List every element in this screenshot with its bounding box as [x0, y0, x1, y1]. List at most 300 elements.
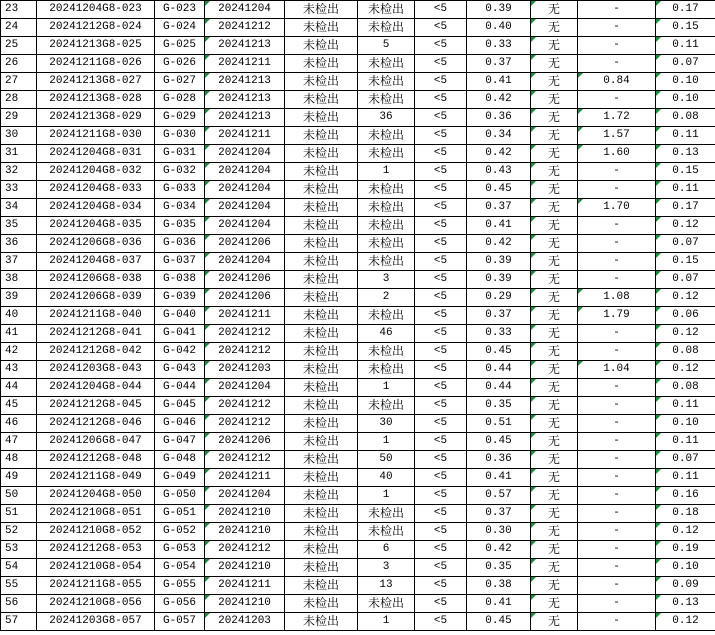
result-a-cell[interactable]: 未检出 [285, 91, 358, 109]
row-number-cell[interactable]: 54 [1, 559, 37, 577]
date-cell[interactable]: 20241204 [205, 163, 285, 181]
sample-code-cell[interactable]: 20241211G8-040 [37, 307, 155, 325]
result-a-cell[interactable]: 未检出 [285, 523, 358, 541]
result-a-cell[interactable]: 未检出 [285, 163, 358, 181]
row-number-cell[interactable]: 28 [1, 91, 37, 109]
sample-id-cell[interactable]: G-029 [155, 109, 205, 127]
row-number-cell[interactable]: 47 [1, 433, 37, 451]
result-a-cell[interactable]: 未检出 [285, 577, 358, 595]
sample-code-cell[interactable]: 20241210G8-056 [37, 595, 155, 613]
none-cell[interactable]: 无 [531, 541, 578, 559]
last-value-cell[interactable]: 0.10 [656, 559, 715, 577]
limit-cell[interactable]: <5 [415, 73, 467, 91]
date-cell[interactable]: 20241206 [205, 271, 285, 289]
sample-id-cell[interactable]: G-055 [155, 577, 205, 595]
row-number-cell[interactable]: 44 [1, 379, 37, 397]
row-number-cell[interactable]: 43 [1, 361, 37, 379]
value-cell[interactable]: 0.51 [467, 415, 531, 433]
extra-value-cell[interactable]: - [578, 541, 656, 559]
result-b-cell[interactable]: 5 [358, 37, 415, 55]
row-number-cell[interactable]: 50 [1, 487, 37, 505]
none-cell[interactable]: 无 [531, 307, 578, 325]
value-cell[interactable]: 0.45 [467, 433, 531, 451]
result-b-cell[interactable]: 13 [358, 577, 415, 595]
result-a-cell[interactable]: 未检出 [285, 199, 358, 217]
none-cell[interactable]: 无 [531, 361, 578, 379]
row-number-cell[interactable]: 45 [1, 397, 37, 415]
result-a-cell[interactable]: 未检出 [285, 361, 358, 379]
value-cell[interactable]: 0.37 [467, 307, 531, 325]
none-cell[interactable]: 无 [531, 181, 578, 199]
date-cell[interactable]: 20241204 [205, 199, 285, 217]
limit-cell[interactable]: <5 [415, 289, 467, 307]
sample-id-cell[interactable]: G-024 [155, 19, 205, 37]
date-cell[interactable]: 20241204 [205, 379, 285, 397]
extra-value-cell[interactable]: - [578, 469, 656, 487]
sample-code-cell[interactable]: 20241213G8-027 [37, 73, 155, 91]
extra-value-cell[interactable]: - [578, 415, 656, 433]
result-a-cell[interactable]: 未检出 [285, 307, 358, 325]
last-value-cell[interactable]: 0.12 [656, 325, 715, 343]
extra-value-cell[interactable]: - [578, 559, 656, 577]
extra-value-cell[interactable]: 1.08 [578, 289, 656, 307]
result-a-cell[interactable]: 未检出 [285, 343, 358, 361]
limit-cell[interactable]: <5 [415, 37, 467, 55]
last-value-cell[interactable]: 0.12 [656, 289, 715, 307]
date-cell[interactable]: 20241212 [205, 451, 285, 469]
extra-value-cell[interactable]: - [578, 181, 656, 199]
none-cell[interactable]: 无 [531, 127, 578, 145]
extra-value-cell[interactable]: - [578, 523, 656, 541]
none-cell[interactable]: 无 [531, 253, 578, 271]
value-cell[interactable]: 0.39 [467, 1, 531, 19]
result-b-cell[interactable]: 未检出 [358, 523, 415, 541]
limit-cell[interactable]: <5 [415, 217, 467, 235]
value-cell[interactable]: 0.41 [467, 595, 531, 613]
sample-id-cell[interactable]: G-036 [155, 235, 205, 253]
none-cell[interactable]: 无 [531, 559, 578, 577]
last-value-cell[interactable]: 0.13 [656, 595, 715, 613]
date-cell[interactable]: 20241211 [205, 55, 285, 73]
last-value-cell[interactable]: 0.11 [656, 37, 715, 55]
result-a-cell[interactable]: 未检出 [285, 109, 358, 127]
none-cell[interactable]: 无 [531, 109, 578, 127]
row-number-cell[interactable]: 51 [1, 505, 37, 523]
result-b-cell[interactable]: 50 [358, 451, 415, 469]
limit-cell[interactable]: <5 [415, 19, 467, 37]
result-a-cell[interactable]: 未检出 [285, 127, 358, 145]
row-number-cell[interactable]: 34 [1, 199, 37, 217]
extra-value-cell[interactable]: - [578, 1, 656, 19]
date-cell[interactable]: 20241204 [205, 145, 285, 163]
extra-value-cell[interactable]: - [578, 235, 656, 253]
sample-id-cell[interactable]: G-053 [155, 541, 205, 559]
sample-code-cell[interactable]: 20241212G8-048 [37, 451, 155, 469]
row-number-cell[interactable]: 23 [1, 1, 37, 19]
result-b-cell[interactable]: 未检出 [358, 199, 415, 217]
result-b-cell[interactable]: 未检出 [358, 505, 415, 523]
limit-cell[interactable]: <5 [415, 271, 467, 289]
date-cell[interactable]: 20241212 [205, 343, 285, 361]
result-a-cell[interactable]: 未检出 [285, 325, 358, 343]
sample-id-cell[interactable]: G-045 [155, 397, 205, 415]
result-b-cell[interactable]: 未检出 [358, 595, 415, 613]
date-cell[interactable]: 20241211 [205, 127, 285, 145]
sample-code-cell[interactable]: 20241213G8-028 [37, 91, 155, 109]
date-cell[interactable]: 20241204 [205, 181, 285, 199]
sample-id-cell[interactable]: G-048 [155, 451, 205, 469]
sample-code-cell[interactable]: 20241204G8-023 [37, 1, 155, 19]
value-cell[interactable]: 0.35 [467, 397, 531, 415]
result-a-cell[interactable]: 未检出 [285, 487, 358, 505]
limit-cell[interactable]: <5 [415, 253, 467, 271]
none-cell[interactable]: 无 [531, 469, 578, 487]
result-b-cell[interactable]: 未检出 [358, 55, 415, 73]
limit-cell[interactable]: <5 [415, 505, 467, 523]
limit-cell[interactable]: <5 [415, 523, 467, 541]
limit-cell[interactable]: <5 [415, 451, 467, 469]
none-cell[interactable]: 无 [531, 595, 578, 613]
limit-cell[interactable]: <5 [415, 595, 467, 613]
extra-value-cell[interactable]: - [578, 379, 656, 397]
row-number-cell[interactable]: 57 [1, 613, 37, 631]
limit-cell[interactable]: <5 [415, 487, 467, 505]
value-cell[interactable]: 0.57 [467, 487, 531, 505]
result-a-cell[interactable]: 未检出 [285, 451, 358, 469]
result-b-cell[interactable]: 3 [358, 271, 415, 289]
sample-id-cell[interactable]: G-052 [155, 523, 205, 541]
limit-cell[interactable]: <5 [415, 361, 467, 379]
none-cell[interactable]: 无 [531, 379, 578, 397]
row-number-cell[interactable]: 52 [1, 523, 37, 541]
date-cell[interactable]: 20241210 [205, 505, 285, 523]
last-value-cell[interactable]: 0.10 [656, 415, 715, 433]
last-value-cell[interactable]: 0.13 [656, 145, 715, 163]
value-cell[interactable]: 0.37 [467, 199, 531, 217]
limit-cell[interactable]: <5 [415, 433, 467, 451]
row-number-cell[interactable]: 32 [1, 163, 37, 181]
value-cell[interactable]: 0.30 [467, 523, 531, 541]
result-b-cell[interactable]: 46 [358, 325, 415, 343]
last-value-cell[interactable]: 0.11 [656, 433, 715, 451]
none-cell[interactable]: 无 [531, 397, 578, 415]
value-cell[interactable]: 0.36 [467, 451, 531, 469]
value-cell[interactable]: 0.45 [467, 343, 531, 361]
result-b-cell[interactable]: 1 [358, 433, 415, 451]
sample-code-cell[interactable]: 20241211G8-026 [37, 55, 155, 73]
row-number-cell[interactable]: 48 [1, 451, 37, 469]
sample-code-cell[interactable]: 20241213G8-029 [37, 109, 155, 127]
result-a-cell[interactable]: 未检出 [285, 253, 358, 271]
value-cell[interactable]: 0.43 [467, 163, 531, 181]
sample-id-cell[interactable]: G-028 [155, 91, 205, 109]
row-number-cell[interactable]: 27 [1, 73, 37, 91]
row-number-cell[interactable]: 26 [1, 55, 37, 73]
limit-cell[interactable]: <5 [415, 343, 467, 361]
result-b-cell[interactable]: 未检出 [358, 181, 415, 199]
sample-code-cell[interactable]: 20241211G8-049 [37, 469, 155, 487]
date-cell[interactable]: 20241212 [205, 325, 285, 343]
date-cell[interactable]: 20241204 [205, 253, 285, 271]
extra-value-cell[interactable]: - [578, 505, 656, 523]
sample-id-cell[interactable]: G-038 [155, 271, 205, 289]
result-b-cell[interactable]: 未检出 [358, 361, 415, 379]
last-value-cell[interactable]: 0.19 [656, 541, 715, 559]
last-value-cell[interactable]: 0.08 [656, 109, 715, 127]
date-cell[interactable]: 20241211 [205, 307, 285, 325]
result-b-cell[interactable]: 未检出 [358, 1, 415, 19]
value-cell[interactable]: 0.41 [467, 217, 531, 235]
sample-id-cell[interactable]: G-042 [155, 343, 205, 361]
value-cell[interactable]: 0.36 [467, 109, 531, 127]
sample-code-cell[interactable]: 20241210G8-054 [37, 559, 155, 577]
none-cell[interactable]: 无 [531, 55, 578, 73]
row-number-cell[interactable]: 35 [1, 217, 37, 235]
result-a-cell[interactable]: 未检出 [285, 73, 358, 91]
date-cell[interactable]: 20241211 [205, 469, 285, 487]
extra-value-cell[interactable]: 1.04 [578, 361, 656, 379]
none-cell[interactable]: 无 [531, 37, 578, 55]
result-b-cell[interactable]: 未检出 [358, 19, 415, 37]
extra-value-cell[interactable]: 1.79 [578, 307, 656, 325]
last-value-cell[interactable]: 0.18 [656, 505, 715, 523]
result-a-cell[interactable]: 未检出 [285, 55, 358, 73]
result-b-cell[interactable]: 1 [358, 379, 415, 397]
date-cell[interactable]: 20241213 [205, 91, 285, 109]
row-number-cell[interactable]: 56 [1, 595, 37, 613]
extra-value-cell[interactable]: - [578, 163, 656, 181]
sample-code-cell[interactable]: 20241210G8-052 [37, 523, 155, 541]
limit-cell[interactable]: <5 [415, 577, 467, 595]
row-number-cell[interactable]: 30 [1, 127, 37, 145]
extra-value-cell[interactable]: - [578, 55, 656, 73]
last-value-cell[interactable]: 0.10 [656, 91, 715, 109]
extra-value-cell[interactable]: - [578, 217, 656, 235]
sample-id-cell[interactable]: G-040 [155, 307, 205, 325]
extra-value-cell[interactable]: - [578, 37, 656, 55]
last-value-cell[interactable]: 0.07 [656, 271, 715, 289]
result-b-cell[interactable]: 未检出 [358, 73, 415, 91]
sample-id-cell[interactable]: G-033 [155, 181, 205, 199]
extra-value-cell[interactable]: - [578, 325, 656, 343]
none-cell[interactable]: 无 [531, 199, 578, 217]
none-cell[interactable]: 无 [531, 145, 578, 163]
none-cell[interactable]: 无 [531, 235, 578, 253]
result-a-cell[interactable]: 未检出 [285, 181, 358, 199]
sample-code-cell[interactable]: 20241211G8-030 [37, 127, 155, 145]
extra-value-cell[interactable]: 1.70 [578, 199, 656, 217]
value-cell[interactable]: 0.44 [467, 379, 531, 397]
extra-value-cell[interactable]: - [578, 397, 656, 415]
result-a-cell[interactable]: 未检出 [285, 397, 358, 415]
result-b-cell[interactable]: 1 [358, 613, 415, 631]
limit-cell[interactable]: <5 [415, 91, 467, 109]
last-value-cell[interactable]: 0.11 [656, 397, 715, 415]
row-number-cell[interactable]: 46 [1, 415, 37, 433]
extra-value-cell[interactable]: - [578, 433, 656, 451]
extra-value-cell[interactable]: - [578, 253, 656, 271]
value-cell[interactable]: 0.42 [467, 91, 531, 109]
last-value-cell[interactable]: 0.15 [656, 253, 715, 271]
result-a-cell[interactable]: 未检出 [285, 19, 358, 37]
none-cell[interactable]: 无 [531, 217, 578, 235]
value-cell[interactable]: 0.41 [467, 469, 531, 487]
result-a-cell[interactable]: 未检出 [285, 559, 358, 577]
sample-id-cell[interactable]: G-041 [155, 325, 205, 343]
last-value-cell[interactable]: 0.11 [656, 127, 715, 145]
extra-value-cell[interactable]: 1.72 [578, 109, 656, 127]
extra-value-cell[interactable]: 1.57 [578, 127, 656, 145]
date-cell[interactable]: 20241212 [205, 397, 285, 415]
sample-id-cell[interactable]: G-031 [155, 145, 205, 163]
sample-id-cell[interactable]: G-034 [155, 199, 205, 217]
none-cell[interactable]: 无 [531, 271, 578, 289]
sample-id-cell[interactable]: G-050 [155, 487, 205, 505]
date-cell[interactable]: 20241206 [205, 433, 285, 451]
row-number-cell[interactable]: 40 [1, 307, 37, 325]
sample-code-cell[interactable]: 20241213G8-025 [37, 37, 155, 55]
last-value-cell[interactable]: 0.17 [656, 1, 715, 19]
date-cell[interactable]: 20241210 [205, 559, 285, 577]
result-a-cell[interactable]: 未检出 [285, 595, 358, 613]
result-b-cell[interactable]: 未检出 [358, 217, 415, 235]
row-number-cell[interactable]: 39 [1, 289, 37, 307]
sample-code-cell[interactable]: 20241212G8-042 [37, 343, 155, 361]
last-value-cell[interactable]: 0.08 [656, 379, 715, 397]
result-b-cell[interactable]: 未检出 [358, 91, 415, 109]
row-number-cell[interactable]: 41 [1, 325, 37, 343]
last-value-cell[interactable]: 0.09 [656, 577, 715, 595]
sample-code-cell[interactable]: 20241212G8-045 [37, 397, 155, 415]
date-cell[interactable]: 20241203 [205, 361, 285, 379]
none-cell[interactable]: 无 [531, 433, 578, 451]
extra-value-cell[interactable]: 1.60 [578, 145, 656, 163]
value-cell[interactable]: 0.39 [467, 253, 531, 271]
extra-value-cell[interactable]: - [578, 91, 656, 109]
result-b-cell[interactable]: 未检出 [358, 253, 415, 271]
row-number-cell[interactable]: 42 [1, 343, 37, 361]
row-number-cell[interactable]: 55 [1, 577, 37, 595]
extra-value-cell[interactable]: - [578, 451, 656, 469]
date-cell[interactable]: 20241210 [205, 523, 285, 541]
value-cell[interactable]: 0.42 [467, 235, 531, 253]
extra-value-cell[interactable]: - [578, 577, 656, 595]
row-number-cell[interactable]: 53 [1, 541, 37, 559]
limit-cell[interactable]: <5 [415, 325, 467, 343]
last-value-cell[interactable]: 0.12 [656, 361, 715, 379]
date-cell[interactable]: 20241212 [205, 541, 285, 559]
last-value-cell[interactable]: 0.12 [656, 217, 715, 235]
row-number-cell[interactable]: 25 [1, 37, 37, 55]
last-value-cell[interactable]: 0.07 [656, 55, 715, 73]
value-cell[interactable]: 0.29 [467, 289, 531, 307]
sample-code-cell[interactable]: 20241206G8-038 [37, 271, 155, 289]
sample-code-cell[interactable]: 20241212G8-053 [37, 541, 155, 559]
row-number-cell[interactable]: 29 [1, 109, 37, 127]
sample-id-cell[interactable]: G-039 [155, 289, 205, 307]
last-value-cell[interactable]: 0.07 [656, 451, 715, 469]
limit-cell[interactable]: <5 [415, 541, 467, 559]
result-b-cell[interactable]: 1 [358, 163, 415, 181]
limit-cell[interactable]: <5 [415, 415, 467, 433]
sample-id-cell[interactable]: G-046 [155, 415, 205, 433]
result-a-cell[interactable]: 未检出 [285, 235, 358, 253]
last-value-cell[interactable]: 0.11 [656, 181, 715, 199]
result-b-cell[interactable]: 未检出 [358, 343, 415, 361]
result-a-cell[interactable]: 未检出 [285, 415, 358, 433]
result-a-cell[interactable]: 未检出 [285, 541, 358, 559]
none-cell[interactable]: 无 [531, 325, 578, 343]
extra-value-cell[interactable]: - [578, 271, 656, 289]
sample-code-cell[interactable]: 20241212G8-041 [37, 325, 155, 343]
value-cell[interactable]: 0.39 [467, 271, 531, 289]
none-cell[interactable]: 无 [531, 415, 578, 433]
sample-id-cell[interactable]: G-049 [155, 469, 205, 487]
result-b-cell[interactable]: 未检出 [358, 307, 415, 325]
sample-id-cell[interactable]: G-044 [155, 379, 205, 397]
limit-cell[interactable]: <5 [415, 307, 467, 325]
limit-cell[interactable]: <5 [415, 127, 467, 145]
last-value-cell[interactable]: 0.17 [656, 199, 715, 217]
sample-code-cell[interactable]: 20241206G8-036 [37, 235, 155, 253]
result-b-cell[interactable]: 30 [358, 415, 415, 433]
value-cell[interactable]: 0.45 [467, 613, 531, 631]
result-b-cell[interactable]: 3 [358, 559, 415, 577]
date-cell[interactable]: 20241213 [205, 73, 285, 91]
sample-code-cell[interactable]: 20241204G8-044 [37, 379, 155, 397]
limit-cell[interactable]: <5 [415, 181, 467, 199]
limit-cell[interactable]: <5 [415, 559, 467, 577]
sample-id-cell[interactable]: G-023 [155, 1, 205, 19]
sample-id-cell[interactable]: G-047 [155, 433, 205, 451]
result-b-cell[interactable]: 36 [358, 109, 415, 127]
result-a-cell[interactable]: 未检出 [285, 145, 358, 163]
none-cell[interactable]: 无 [531, 163, 578, 181]
limit-cell[interactable]: <5 [415, 199, 467, 217]
sample-id-cell[interactable]: G-054 [155, 559, 205, 577]
sample-code-cell[interactable]: 20241211G8-055 [37, 577, 155, 595]
none-cell[interactable]: 无 [531, 19, 578, 37]
date-cell[interactable]: 20241204 [205, 487, 285, 505]
value-cell[interactable]: 0.41 [467, 73, 531, 91]
sample-code-cell[interactable]: 20241204G8-050 [37, 487, 155, 505]
limit-cell[interactable]: <5 [415, 109, 467, 127]
sample-id-cell[interactable]: G-056 [155, 595, 205, 613]
extra-value-cell[interactable]: - [578, 19, 656, 37]
limit-cell[interactable]: <5 [415, 469, 467, 487]
row-number-cell[interactable]: 31 [1, 145, 37, 163]
sample-code-cell[interactable]: 20241204G8-037 [37, 253, 155, 271]
sample-id-cell[interactable]: G-057 [155, 613, 205, 631]
none-cell[interactable]: 无 [531, 613, 578, 631]
value-cell[interactable]: 0.45 [467, 181, 531, 199]
none-cell[interactable]: 无 [531, 487, 578, 505]
date-cell[interactable]: 20241212 [205, 19, 285, 37]
sample-code-cell[interactable]: 20241204G8-035 [37, 217, 155, 235]
sample-id-cell[interactable]: G-032 [155, 163, 205, 181]
row-number-cell[interactable]: 24 [1, 19, 37, 37]
last-value-cell[interactable]: 0.10 [656, 73, 715, 91]
date-cell[interactable]: 20241204 [205, 217, 285, 235]
sample-id-cell[interactable]: G-043 [155, 361, 205, 379]
value-cell[interactable]: 0.37 [467, 505, 531, 523]
row-number-cell[interactable]: 36 [1, 235, 37, 253]
last-value-cell[interactable]: 0.15 [656, 163, 715, 181]
sample-code-cell[interactable]: 20241204G8-032 [37, 163, 155, 181]
row-number-cell[interactable]: 33 [1, 181, 37, 199]
sample-code-cell[interactable]: 20241204G8-034 [37, 199, 155, 217]
result-a-cell[interactable]: 未检出 [285, 271, 358, 289]
